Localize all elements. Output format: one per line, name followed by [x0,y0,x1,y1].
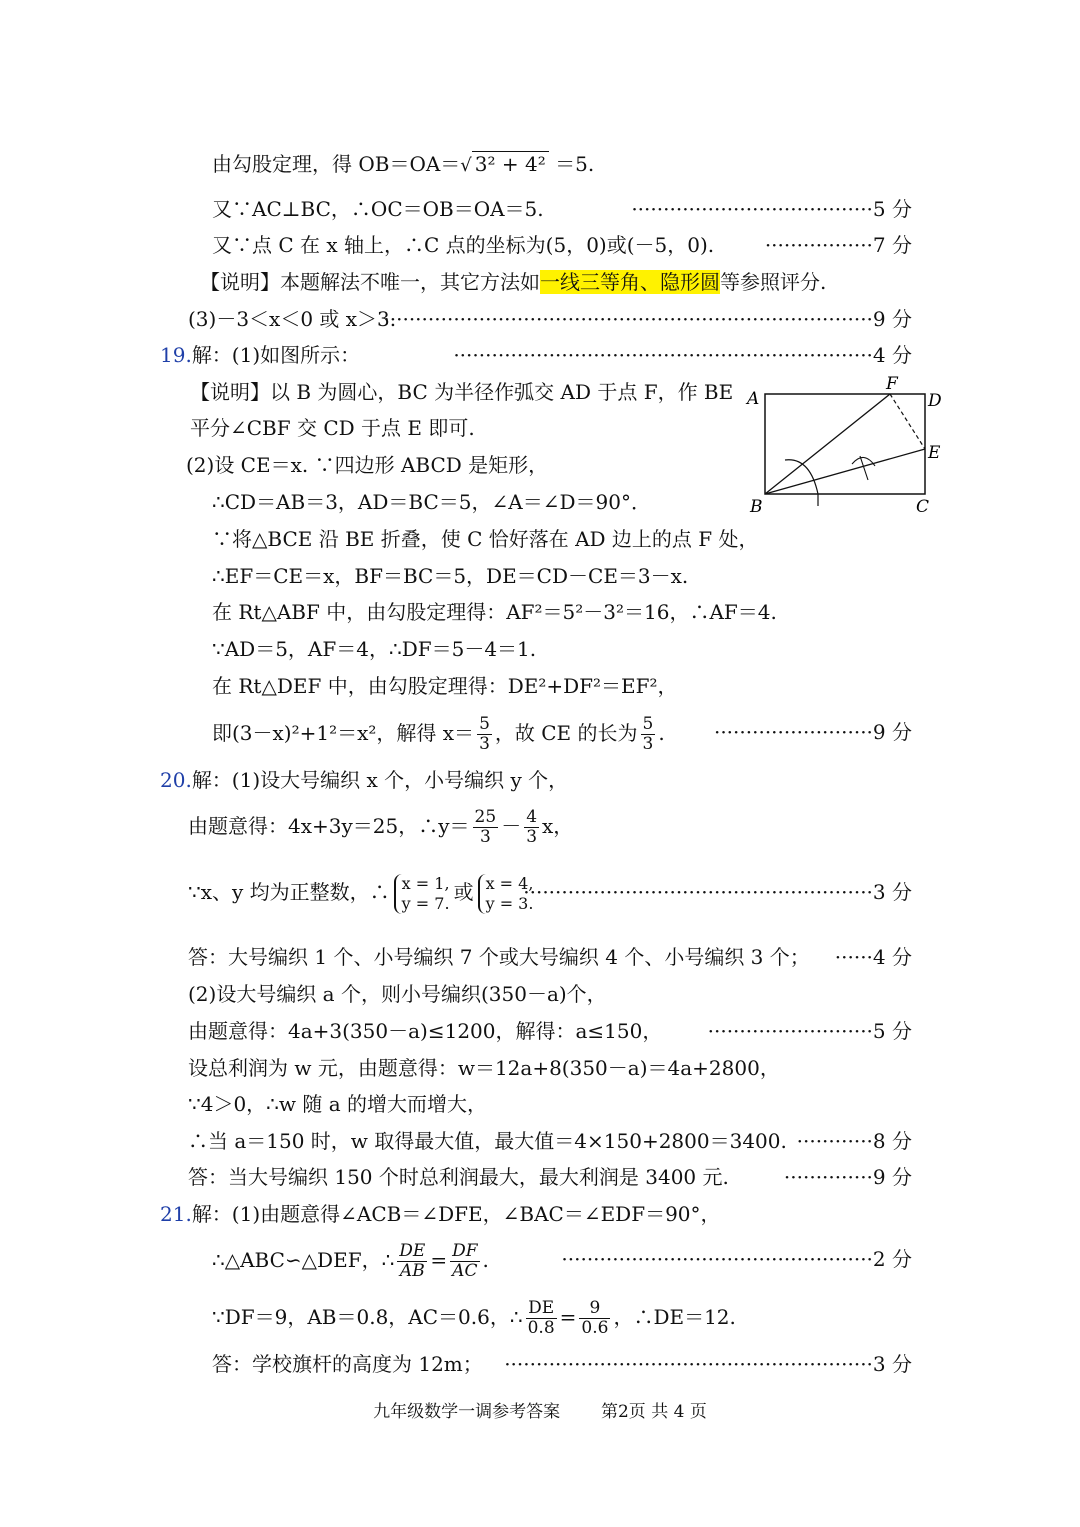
text-segment: 由题意得：4x+3y＝25，∴y＝ [188,814,470,838]
denominator: 3 [479,734,490,754]
numerator: DE [526,1299,557,1319]
fraction [524,808,539,847]
denominator: 0.8 [527,1318,555,1338]
denominator: 0.6 [581,1318,609,1338]
text-segment: 等参照评分. [720,270,827,294]
text-line [212,713,665,754]
text-line: ∴当 a＝150 时，w 取得最大值，最大值＝4×150+2800＝3400. [188,1129,787,1153]
label-c: C [916,497,930,517]
text-line: 又∵AC⊥BC，∴OC＝OB＝OA＝5. [212,197,544,221]
question-number: 19. [160,343,192,367]
text-line: (3)－3＜x＜0 或 x＞3. [188,307,397,331]
denominator: AC [452,1261,478,1281]
text-segment: ∵DF＝9，AB＝0.8，AC＝0.6，∴ [212,1305,523,1329]
denominator: 3 [526,827,538,847]
numerator: 5 [479,714,490,734]
note-line [200,268,826,296]
fraction [477,715,492,754]
text-line: 答：学校旗杆的高度为 12m； [212,1352,483,1376]
score-mark: ·······················································3 分 [523,880,912,904]
score-mark: ·············································································9 分 [383,307,912,331]
score-mark: ··························5 分 [707,1019,912,1043]
text-segment: ，∴DE＝12. [613,1305,736,1329]
equation: y = 7. [401,893,450,913]
text-line: ∵4＞0，∴w 随 a 的增大而增大， [188,1092,488,1116]
text-line [188,868,537,916]
segment-be [765,449,925,494]
text-segment: － [501,814,522,838]
equation-system [394,874,450,914]
text-line: ∴CD＝AB＝3，AD＝BC＝5，∠A＝∠D＝90°． [212,490,651,514]
rectangle-fold-figure [740,372,960,522]
score-mark: ······································5 分 [631,197,912,221]
score-mark: ··························································3 分 [504,1352,912,1376]
label-e: E [928,443,941,463]
numerator: 4 [526,807,538,827]
text-line [212,1297,736,1338]
score-mark: ············8 分 [796,1129,912,1153]
text-line: (2)设 CE＝x. ∵四边形 ABCD 是矩形， [186,453,549,477]
fraction [641,715,656,754]
segment-fe [890,394,925,449]
text-segment: 解：(1)设大号编织 x 个，小号编织 y 个， [191,768,569,792]
sqrt-expression: 3² + 4² [472,151,549,176]
fraction [579,1299,610,1338]
segment-bf [765,394,890,494]
score-mark: ·················7 分 [764,233,912,257]
construction-arc [785,460,818,506]
score-mark: ··································································4 分 [453,343,912,367]
page-footer [0,1397,1080,1422]
highlighted-text: 一线三等角、隐形圆 [540,270,720,294]
text-line: 在 Rt△ABF 中，由勾股定理得：AF²＝5²－3²＝16，∴AF＝4. [212,600,777,624]
text-segment: 解：(1)由题意得∠ACB＝∠DFE，∠BAC＝∠EDF＝90°， [191,1202,721,1226]
fraction [526,1299,557,1338]
fraction [397,1242,427,1281]
label-d: D [928,391,942,411]
text-line: ∵将△BCE 沿 BE 折叠，使 C 恰好落在 AD 边上的点 F 处， [212,527,759,551]
text-segment: . [658,721,665,745]
score-mark: ·························9 分 [713,720,912,744]
text-segment: ，故 CE 的长为 [494,721,638,745]
page-number: 第2页 共 4 页 [600,1402,707,1422]
text-segment: = [559,1305,577,1329]
text-line [188,806,573,847]
label-b: B [750,497,763,517]
fraction [473,808,499,847]
equation: x = 1, [401,873,450,893]
text-segment: ∵x、y 均为正整数，∴ [188,880,390,904]
numerator: 25 [474,807,497,827]
score-mark: ·················································2 分 [561,1247,912,1271]
text-segment: x， [542,814,574,838]
denominator: 3 [479,827,491,847]
text-segment: ∴△ABC∽△DEF，∴ [212,1248,395,1272]
rectangle-abcd [765,394,925,494]
note-line: 【说明】以 B 为圆心，BC 为半径作弧交 AD 于点 F，作 BE [190,380,734,404]
text-segment: = [430,1248,448,1272]
question-20 [160,766,568,794]
text-line: 由勾股定理，得 OB＝OA＝√ 3² + 4² ＝5. [212,152,595,176]
question-number: 20. [160,768,192,792]
numerator: 5 [642,714,654,734]
text-line: ∴EF＝CE＝x，BF＝BC＝5，DE＝CD－CE＝3－x. [212,564,689,588]
numerator: DF [452,1241,478,1261]
text-line: 答：大号编织 1 个、小号编织 7 个或大号编织 4 个、小号编织 3 个； [188,945,810,969]
text-segment: 即(3－x)²+1²＝x²，解得 x＝ [212,721,475,745]
footer-title: 九年级数学一调参考答案 [373,1402,561,1422]
text-segment: . [482,1248,489,1272]
text-segment: 或 [453,880,474,904]
question-21 [160,1200,721,1228]
text-line: 在 Rt△DEF 中，由勾股定理得：DE²+DF²＝EF²， [212,674,678,698]
score-mark: ··············9 分 [783,1165,912,1189]
text-line: 答：当大号编织 150 个时总利润最大，最大利润是 3400 元. [188,1165,729,1189]
question-number: 21. [160,1202,192,1226]
label-f: F [886,374,898,394]
text-line: ∵AD＝5，AF＝4，∴DF＝5－4＝1. [212,637,537,661]
text-segment: 解：(1)如图所示： [191,343,361,367]
fraction [450,1242,479,1281]
text-line: 又∵点 C 在 x 轴上，∴C 点的坐标为(5，0)或(－5，0). [212,233,715,257]
text-segment: 【说明】本题解法不唯一，其它方法如 [200,270,540,294]
text-line: 由题意得：4a+3(350－a)≤1200，解得：a≤150， [188,1019,663,1043]
equation: y = 3. [485,893,534,913]
question-19 [160,341,360,369]
label-a: A [747,389,760,409]
denominator: 3 [642,734,654,754]
score-mark: ······4 分 [834,945,912,969]
text-line: 平分∠CBF 交 CD 于点 E 即可. [190,416,475,440]
numerator: 9 [579,1299,610,1319]
denominator: AB [399,1261,425,1281]
text-line [212,1240,489,1281]
text-segment: 由勾股定理，得 OB＝OA＝ [212,152,461,176]
text-segment: ＝5. [548,152,595,176]
text-line: (2)设大号编织 a 个，则小号编织(350－a)个， [188,982,607,1006]
text-line: 设总利润为 w 元，由题意得：w＝12a+8(350－a)＝4a+2800， [188,1056,780,1080]
numerator: DE [399,1241,426,1261]
equation: x = 4, [485,873,534,893]
